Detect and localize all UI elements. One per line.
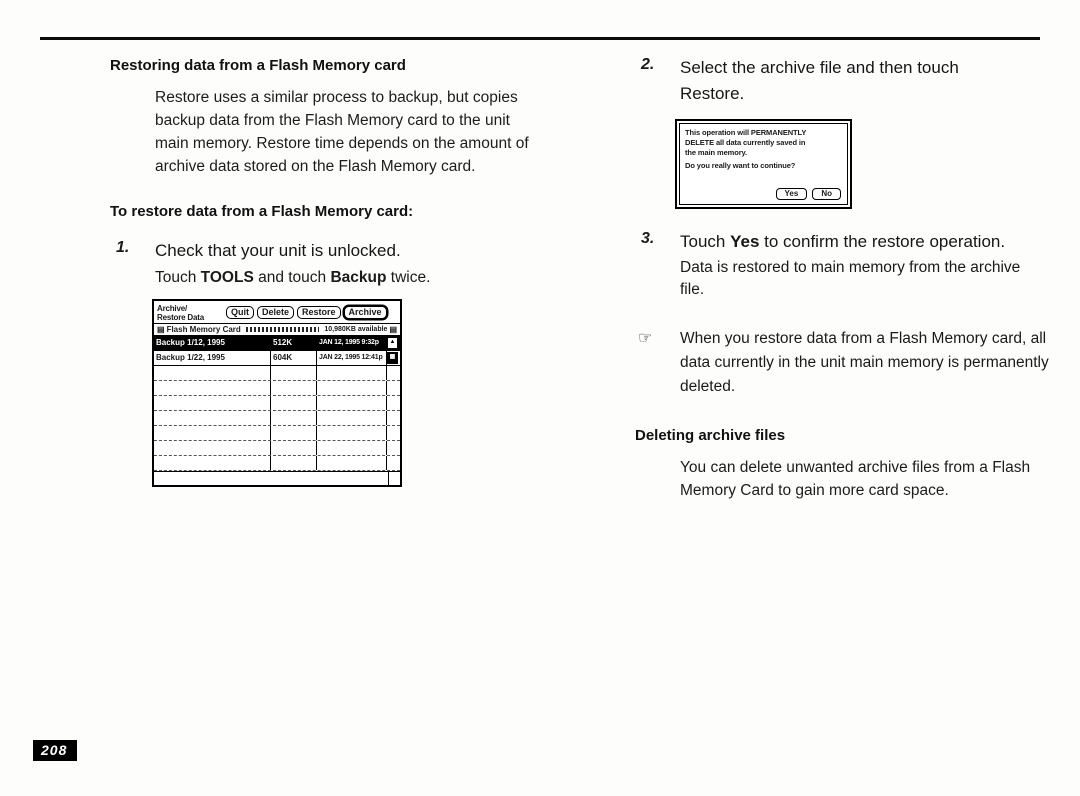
scrollbar-cell xyxy=(386,366,398,380)
step-1-text-2: and touch xyxy=(253,269,331,286)
empty-cell xyxy=(270,381,316,395)
empty-cell xyxy=(154,441,270,455)
scrollbar-cell xyxy=(386,441,398,455)
confirm-dialog-image xyxy=(675,119,852,209)
dialog-buttons xyxy=(776,188,841,200)
empty-cell xyxy=(316,381,386,395)
dialog-line-2: DELETE all data currently saved in xyxy=(685,138,806,147)
heading-deleting-archive-files: Deleting archive files xyxy=(635,427,786,444)
archive-screen-buttons xyxy=(223,306,387,319)
step-1 xyxy=(110,238,560,487)
scrollbar-cell xyxy=(386,426,398,440)
page-number-badge: 208 xyxy=(33,740,77,761)
para-deleting-archive: You can delete unwanted archive files from a Flash Memory Card to gain more card space. xyxy=(680,459,1031,499)
step-1-number: 1. xyxy=(116,239,130,256)
fill-pattern xyxy=(246,327,320,332)
tools-label: TOOLS xyxy=(200,269,254,286)
empty-row xyxy=(154,381,400,396)
empty-cell xyxy=(270,396,316,410)
archive-button-image: Archive xyxy=(344,306,387,319)
dialog-line-1: This operation will PERMANENTLY xyxy=(685,128,807,137)
step-2-body xyxy=(680,55,1070,209)
flash-memory-card-label: Flash Memory Card xyxy=(166,325,241,334)
archive-restore-screen-image xyxy=(152,299,402,487)
step-3 xyxy=(635,229,1070,301)
empty-row xyxy=(154,456,400,471)
archive-datetime: JAN 22, 1995 12:41p xyxy=(316,351,386,365)
empty-cell xyxy=(316,366,386,380)
empty-row xyxy=(154,426,400,441)
horizontal-scrollbar xyxy=(154,471,400,486)
step-1-body xyxy=(155,238,560,487)
empty-cell xyxy=(316,456,386,470)
note xyxy=(635,327,1070,399)
empty-cell xyxy=(316,426,386,440)
top-rule xyxy=(40,37,1040,40)
flash-memory-card-bar xyxy=(154,323,400,336)
card-corner-icon: ▤ xyxy=(389,324,397,334)
empty-cell xyxy=(154,426,270,440)
archive-datetime: JAN 12, 1995 9:32p xyxy=(316,336,386,351)
yes-button-image: Yes xyxy=(776,188,808,200)
empty-cell xyxy=(154,411,270,425)
empty-cell xyxy=(270,426,316,440)
archive-screen-title-line1: Archive/ xyxy=(157,303,187,313)
restore-label: Restore. xyxy=(680,84,745,103)
restore-button-image: Restore xyxy=(297,306,341,319)
delete-button-image: Delete xyxy=(257,306,294,319)
scrollbar-cell xyxy=(386,336,398,351)
empty-cell xyxy=(316,411,386,425)
left-column xyxy=(110,57,560,487)
no-button-image: No xyxy=(812,188,841,200)
scrollbar-cell xyxy=(386,351,398,365)
step-1-text-3: twice. xyxy=(386,269,431,286)
confirm-dialog-inner xyxy=(679,123,848,205)
archive-size: 604K xyxy=(270,351,316,365)
dialog-line-4: Do you really want to continue? xyxy=(685,161,796,170)
archive-row-selected xyxy=(154,336,400,351)
step-3-number: 3. xyxy=(641,230,655,247)
step-3-title xyxy=(680,229,1070,255)
archive-name: Backup 1/12, 1995 xyxy=(156,338,225,347)
step-1-text-1: Touch xyxy=(155,269,201,286)
empty-cell xyxy=(154,366,270,380)
archive-screen-title-line2: Restore Data xyxy=(157,312,204,322)
step-2-number: 2. xyxy=(641,56,655,73)
archive-name: Backup 1/22, 1995 xyxy=(156,353,225,362)
empty-row xyxy=(154,441,400,456)
empty-cell xyxy=(154,381,270,395)
right-column xyxy=(635,55,1070,502)
archive-size: 512K xyxy=(270,336,316,351)
empty-row xyxy=(154,396,400,411)
dialog-line-3: the main memory. xyxy=(685,148,748,157)
quit-button-image: Quit xyxy=(226,306,254,319)
empty-cell xyxy=(154,396,270,410)
empty-cell xyxy=(270,411,316,425)
scrollbar-corner xyxy=(388,472,400,486)
step-3-detail: Data is restored to main memory from the archive file. xyxy=(680,259,1021,298)
archive-file-table xyxy=(154,336,400,485)
archive-screen-header xyxy=(154,301,400,323)
empty-cell xyxy=(270,441,316,455)
archive-row xyxy=(154,351,400,366)
empty-row xyxy=(154,411,400,426)
empty-cell xyxy=(316,396,386,410)
step-1-instruction xyxy=(155,267,560,289)
empty-cell xyxy=(270,366,316,380)
empty-cell xyxy=(270,456,316,470)
pointing-hand-icon: ☞ xyxy=(638,330,653,347)
empty-row xyxy=(154,366,400,381)
card-icon: ▤ xyxy=(157,324,165,334)
scrollbar-cell xyxy=(386,411,398,425)
card-available-label: 10,980KB available xyxy=(324,326,388,333)
step-2 xyxy=(635,55,1070,209)
yes-label: Yes xyxy=(730,232,760,251)
scrollbar-cell xyxy=(386,381,398,395)
step-1-title: Check that your unit is unlocked. xyxy=(155,241,401,260)
archive-screen-title xyxy=(157,304,223,322)
note-text: When you restore data from a Flash Memory card, all data currently in the unit main memory is permanently deleted. xyxy=(680,330,1049,395)
empty-cell xyxy=(316,441,386,455)
step-3-body xyxy=(680,229,1070,301)
step-3-text-1: Touch xyxy=(680,232,731,251)
step-2-title-line1: Select the archive file and then touch xyxy=(680,58,959,77)
heading-restoring-data: Restoring data from a Flash Memory card xyxy=(110,57,406,74)
para-restore-description: Restore uses a similar process to backup, but copies backup data from the Flash Memory card to the unit main memory. Restore time depends on the amount of archive data stored on the Flash Memory card. xyxy=(155,89,529,175)
scrollbar-cell xyxy=(386,456,398,470)
backup-label: Backup xyxy=(330,269,387,286)
heading-to-restore: To restore data from a Flash Memory card: xyxy=(110,203,414,220)
scroll-thumb-icon: ▦ xyxy=(387,352,398,364)
scrollbar-cell xyxy=(386,396,398,410)
empty-cell xyxy=(154,456,270,470)
step-3-text-2: to confirm the restore operation. xyxy=(759,232,1006,251)
scroll-up-icon: ▲ xyxy=(387,337,398,349)
